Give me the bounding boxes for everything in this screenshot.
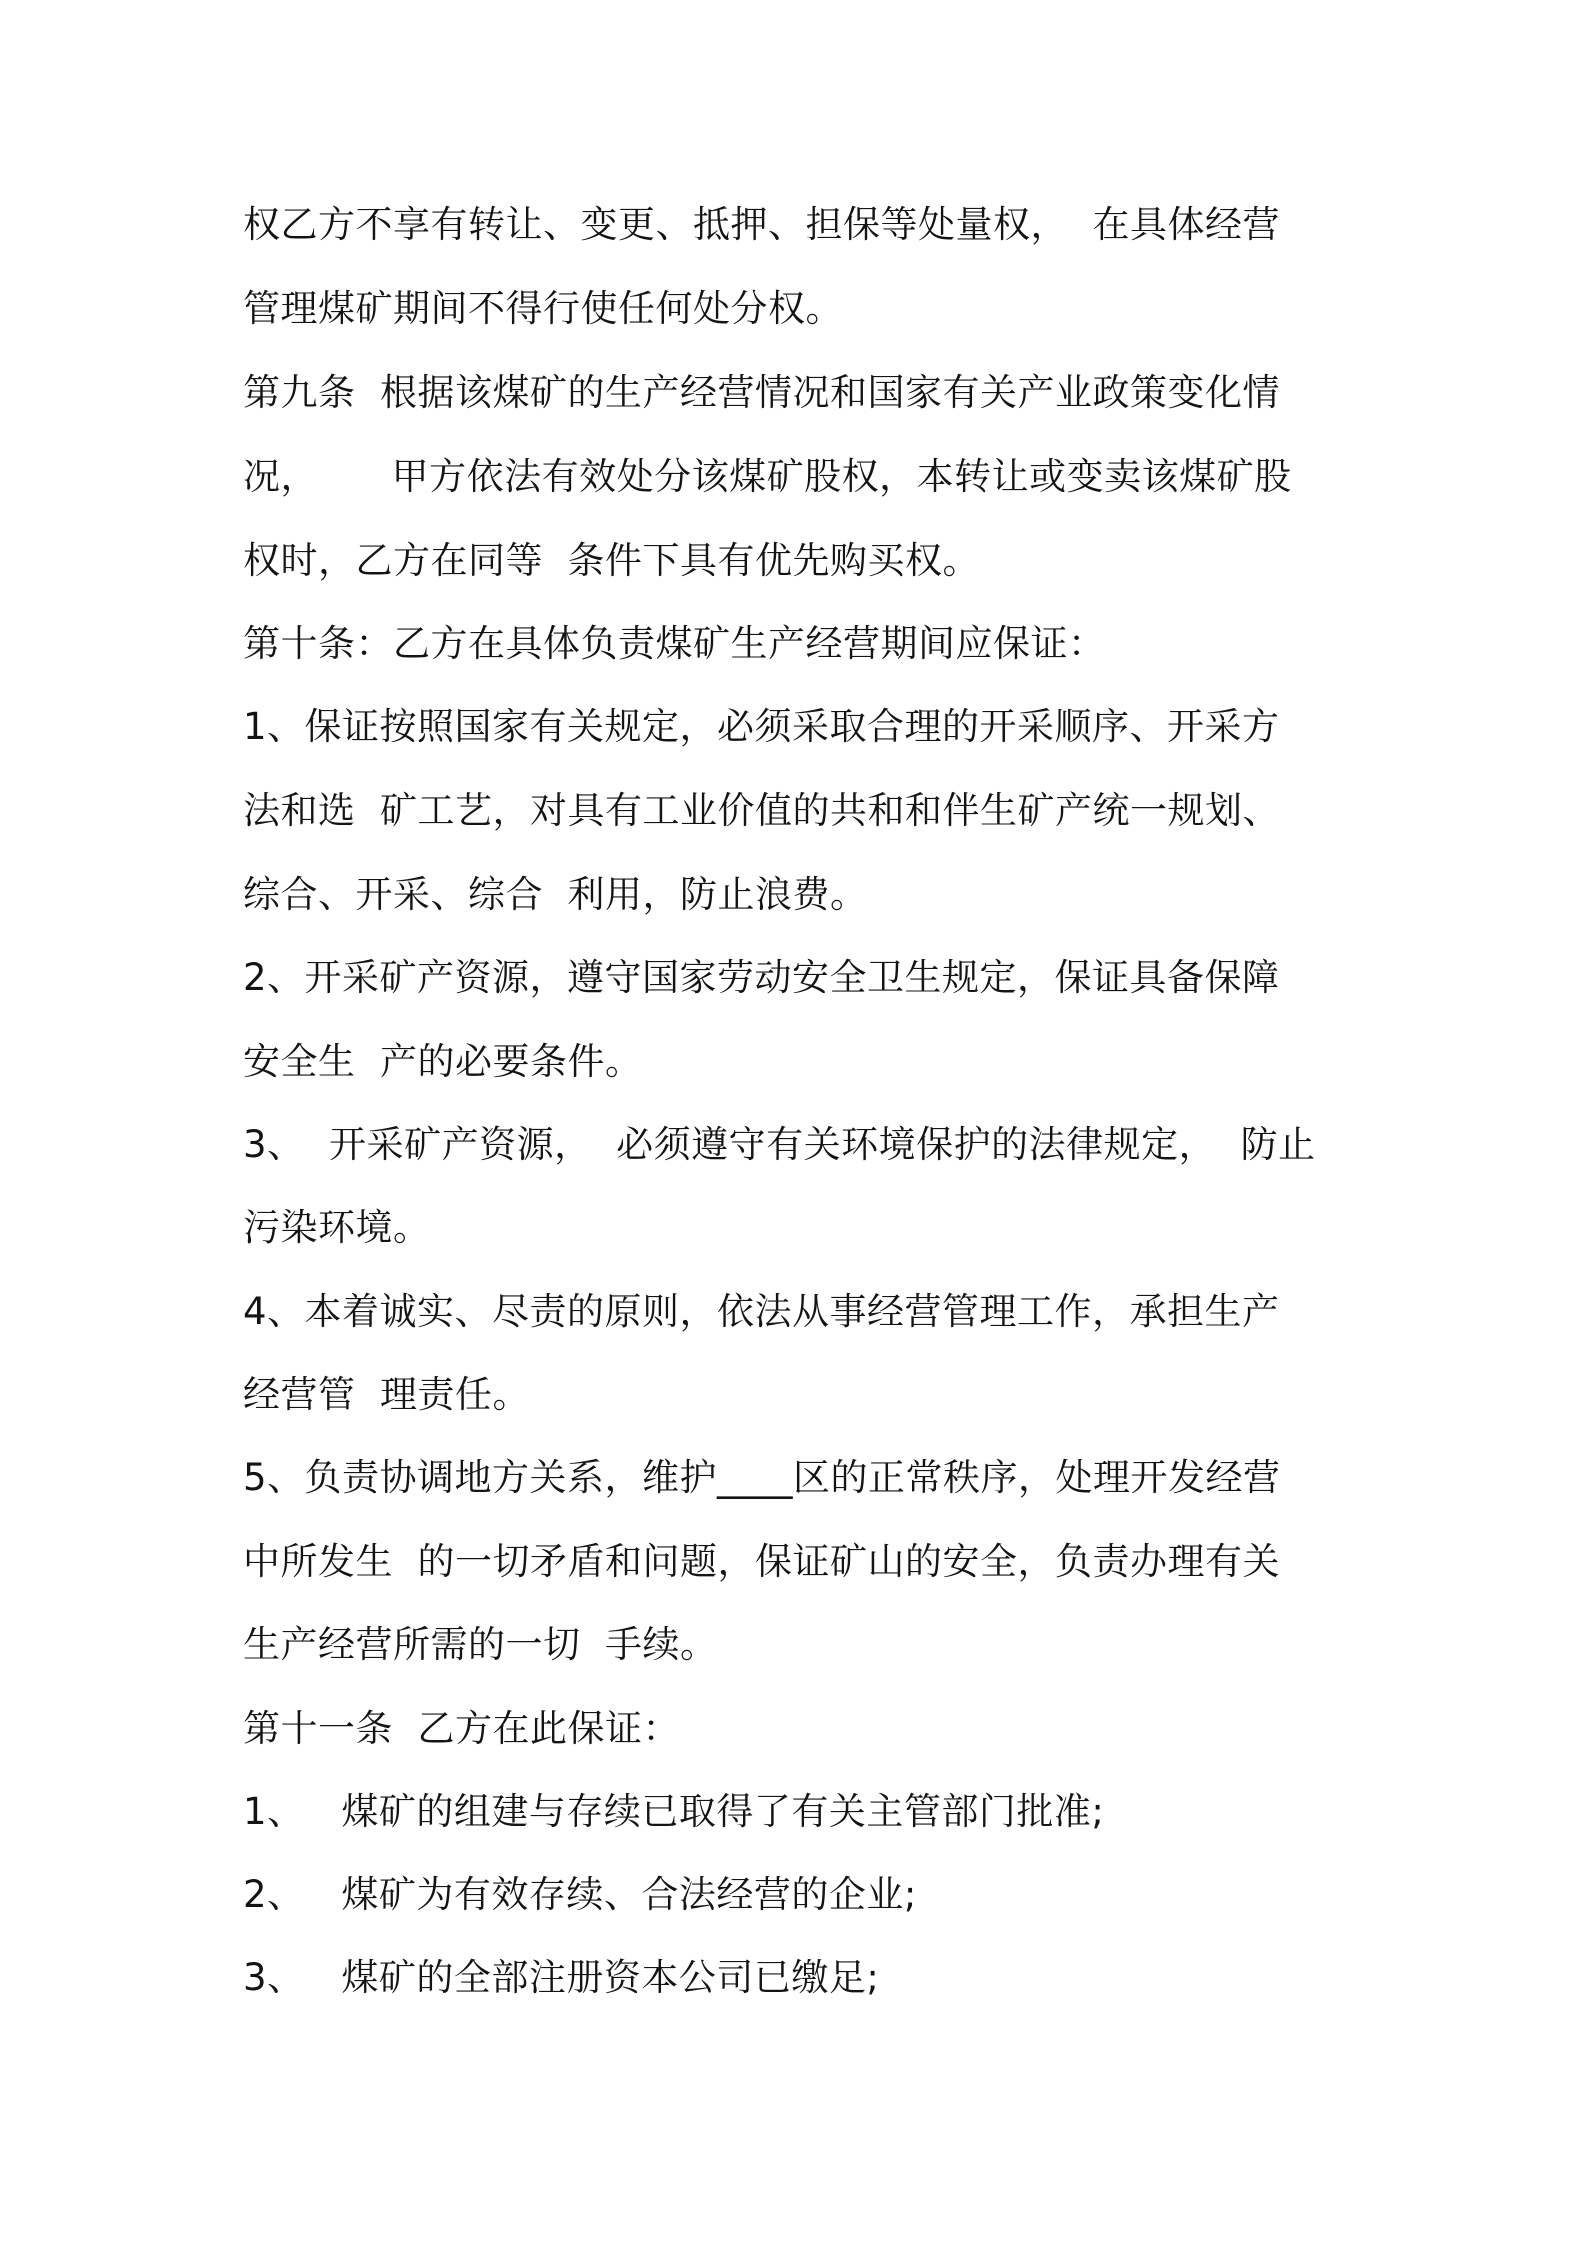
text-line: 综合、开采、综合 利用，防止浪费。 [243,873,868,916]
text-line: 5、负责协调地方关系，维护____区的正常秩序，处理开发经营 [243,1456,1281,1499]
text-line: 中所发生 的一切矛盾和问题，保证矿山的安全，负责办理有关 [243,1540,1281,1583]
text-line: 安全生 产的必要条件。 [243,1040,643,1083]
text-line: 管理煤矿期间不得行使任何处分权。 [243,287,843,330]
text-line: 生产经营所需的一切 手续。 [243,1623,718,1666]
text-line: 1、保证按照国家有关规定，必须采取合理的开采顺序、开采方 [243,705,1280,748]
text-line: 3、 开采矿产资源， 必须遵守有关环境保护的法律规定， 防止 [243,1123,1316,1166]
text-line: 2、开采矿产资源，遵守国家劳动安全卫生规定，保证具备保障 [243,956,1280,999]
text-line: 3、 煤矿的全部注册资本公司已缴足; [243,1956,880,1999]
text-line: 经营管 理责任。 [243,1373,531,1416]
text-line: 权时，乙方在同等 条件下具有优先购买权。 [243,539,981,582]
text-line: 污染环境。 [243,1206,431,1249]
text-line: 况， 甲方依法有效处分该煤矿股权，本转让或变卖该煤矿股 [243,455,1292,498]
text-line: 第九条 根据该煤矿的生产经营情况和国家有关产业政策变化情 [243,371,1281,414]
text-line: 2、 煤矿为有效存续、合法经营的企业; [243,1873,917,1916]
text-line: 第十条：乙方在具体负责煤矿生产经营期间应保证： [243,622,1106,665]
text-line: 1、 煤矿的组建与存续已取得了有关主管部门批准; [243,1790,1105,1833]
text-line: 第十一条 乙方在此保证： [243,1707,681,1750]
text-line: 权乙方不享有转让、变更、抵押、担保等处量权， 在具体经营 [243,203,1281,246]
text-line: 法和选 矿工艺，对具有工业价值的共和和伴生矿产统一规划、 [243,789,1281,832]
text-line: 4、本着诚实、尽责的原则，依法从事经营管理工作，承担生产 [243,1290,1280,1333]
